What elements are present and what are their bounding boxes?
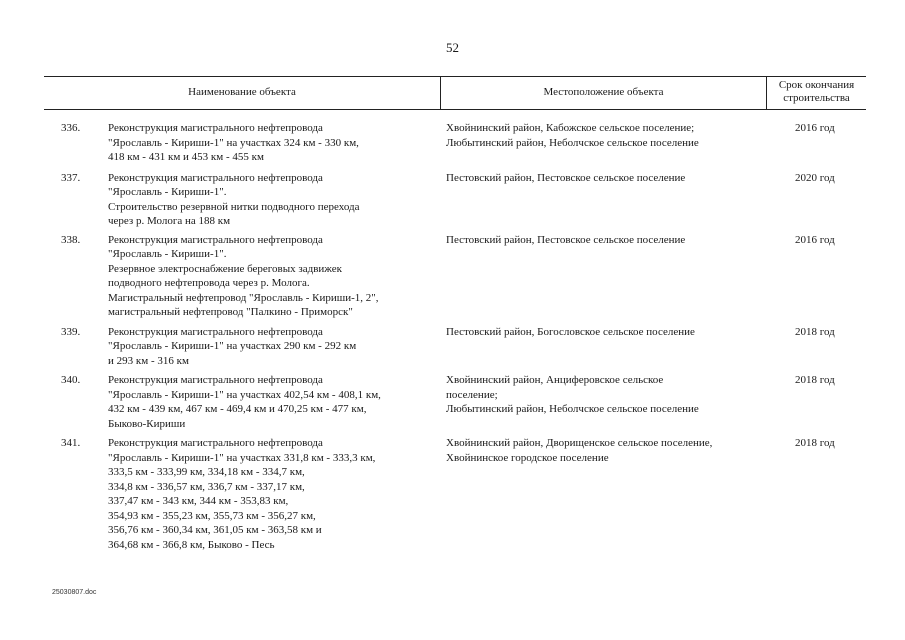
completion-term: 2018 год: [795, 374, 835, 386]
table-row: [0, 233, 905, 320]
location-line: Хвойнинский район, Кабожское сельское поселение;: [446, 122, 695, 134]
object-name-line: "Ярославль - Кириши-1".: [108, 248, 227, 260]
object-location-cell: [446, 373, 776, 417]
row-number: 336.: [61, 122, 81, 134]
object-name-line: Строительство резервной нитки подводного перехода: [108, 200, 360, 213]
object-name-line: и 293 км - 316 км: [108, 354, 189, 367]
row-number: 341.: [61, 437, 81, 449]
object-name-cell: [108, 171, 438, 229]
document-filename: 25030807.doc: [52, 589, 97, 596]
object-name-line: Реконструкция магистрального нефтепровода: [108, 122, 323, 134]
object-name-line: Реконструкция магистрального нефтепровода: [108, 374, 323, 386]
object-name-line: Быково-Кириши: [108, 417, 186, 430]
object-name-line: Реконструкция магистрального нефтепровода: [108, 233, 323, 246]
object-name-cell: [108, 436, 438, 552]
table-row: [0, 373, 905, 431]
object-name-line: 432 км - 439 км, 467 км - 469,4 км и 470,25 км - 477 км,: [108, 403, 367, 415]
table-body: [0, 121, 905, 552]
location-line: Пестовский район, Богословское сельское поселение: [446, 325, 695, 338]
page-number: 52: [446, 40, 459, 55]
completion-term: 2018 год: [795, 325, 835, 338]
object-name-cell: [108, 325, 438, 369]
completion-term: 2016 год: [795, 233, 835, 246]
object-name-line: 333,5 км - 333,99 км, 334,18 км - 334,7 км,: [108, 466, 305, 478]
object-name-line: "Ярославль - Кириши-1".: [108, 186, 227, 198]
object-name-line: 364,68 км - 366,8 км, Быково - Песь: [108, 538, 275, 551]
object-name-line: Магистральный нефтепровод "Ярославль - Кириши-1, 2",: [108, 291, 379, 304]
location-line: поселение;: [446, 388, 498, 401]
header-term-line: Срок окончания: [778, 79, 855, 91]
object-name-line: "Ярославль - Кириши-1" на участках 324 км - 330 км,: [108, 136, 359, 149]
object-name-line: 418 км - 431 км и 453 км - 455 км: [108, 151, 264, 163]
object-name-line: "Ярославль - Кириши-1" на участках 290 км - 292 км: [108, 340, 357, 352]
object-name-line: 337,47 км - 343 км, 344 км - 353,83 км,: [108, 495, 289, 507]
location-line: Пестовский район, Пестовское сельское поселение: [446, 171, 686, 184]
object-name-line: 334,8 км - 336,57 км, 336,7 км - 337,17 км,: [108, 480, 305, 493]
location-line: Хвойнинский район, Дворищенское сельское поселение,: [446, 437, 713, 449]
object-name-line: Реконструкция магистрального нефтепровода: [108, 325, 323, 338]
row-number: 337.: [61, 171, 81, 184]
object-name-line: магистральный нефтепровод "Палкино - Приморск": [108, 306, 353, 318]
object-name-cell: [108, 121, 438, 165]
row-number: 338.: [61, 233, 81, 246]
object-location-cell: [446, 171, 776, 186]
location-line: Пестовский район, Пестовское сельское поселение: [446, 233, 686, 246]
object-name-line: подводного нефтепровода через р. Молога.: [108, 277, 310, 289]
table-row: [0, 325, 905, 369]
object-location-cell: [446, 325, 776, 340]
object-name-line: "Ярославль - Кириши-1" на участках 402,54 км - 408,1 км,: [108, 388, 381, 401]
row-number: 339.: [61, 325, 81, 338]
table-row: [0, 121, 905, 165]
header-object-name: Наименование объекта: [188, 86, 296, 98]
table-row: [0, 171, 905, 229]
table-row: [0, 436, 905, 552]
object-name-line: через р. Молога на 188 км: [108, 215, 231, 227]
object-name-line: "Ярославль - Кириши-1" на участках 331,8 км - 333,3 км,: [108, 451, 376, 464]
table-header: [44, 76, 866, 110]
header-object-location: Местоположение объекта: [543, 86, 664, 98]
location-line: Любытинский район, Неболчское сельское поселение: [446, 136, 699, 149]
location-line: Хвойнинский район, Анциферовское сельское: [446, 374, 664, 386]
location-line: Любытинский район, Неболчское сельское поселение: [446, 403, 699, 415]
object-name-cell: [108, 233, 438, 320]
object-name-line: Реконструкция магистрального нефтепровода: [108, 171, 323, 184]
object-location-cell: [446, 121, 776, 150]
object-location-cell: [446, 233, 776, 248]
completion-term: 2016 год: [795, 122, 835, 134]
object-name-line: Резервное электроснабжение береговых задвижек: [108, 262, 342, 275]
object-name-cell: [108, 373, 438, 431]
object-name-line: 356,76 км - 360,34 км, 361,05 км - 363,58 км и: [108, 524, 322, 536]
object-location-cell: [446, 436, 776, 465]
completion-term: 2018 год: [795, 437, 835, 449]
header-term-line: строительства: [783, 92, 850, 104]
row-number: 340.: [61, 374, 81, 386]
header-completion-term: [767, 79, 866, 105]
location-line: Хвойнинское городское поселение: [446, 451, 609, 464]
object-name-line: Реконструкция магистрального нефтепровода: [108, 437, 323, 449]
completion-term: 2020 год: [795, 171, 835, 184]
object-name-line: 354,93 км - 355,23 км, 355,73 км - 356,27 км,: [108, 509, 316, 522]
